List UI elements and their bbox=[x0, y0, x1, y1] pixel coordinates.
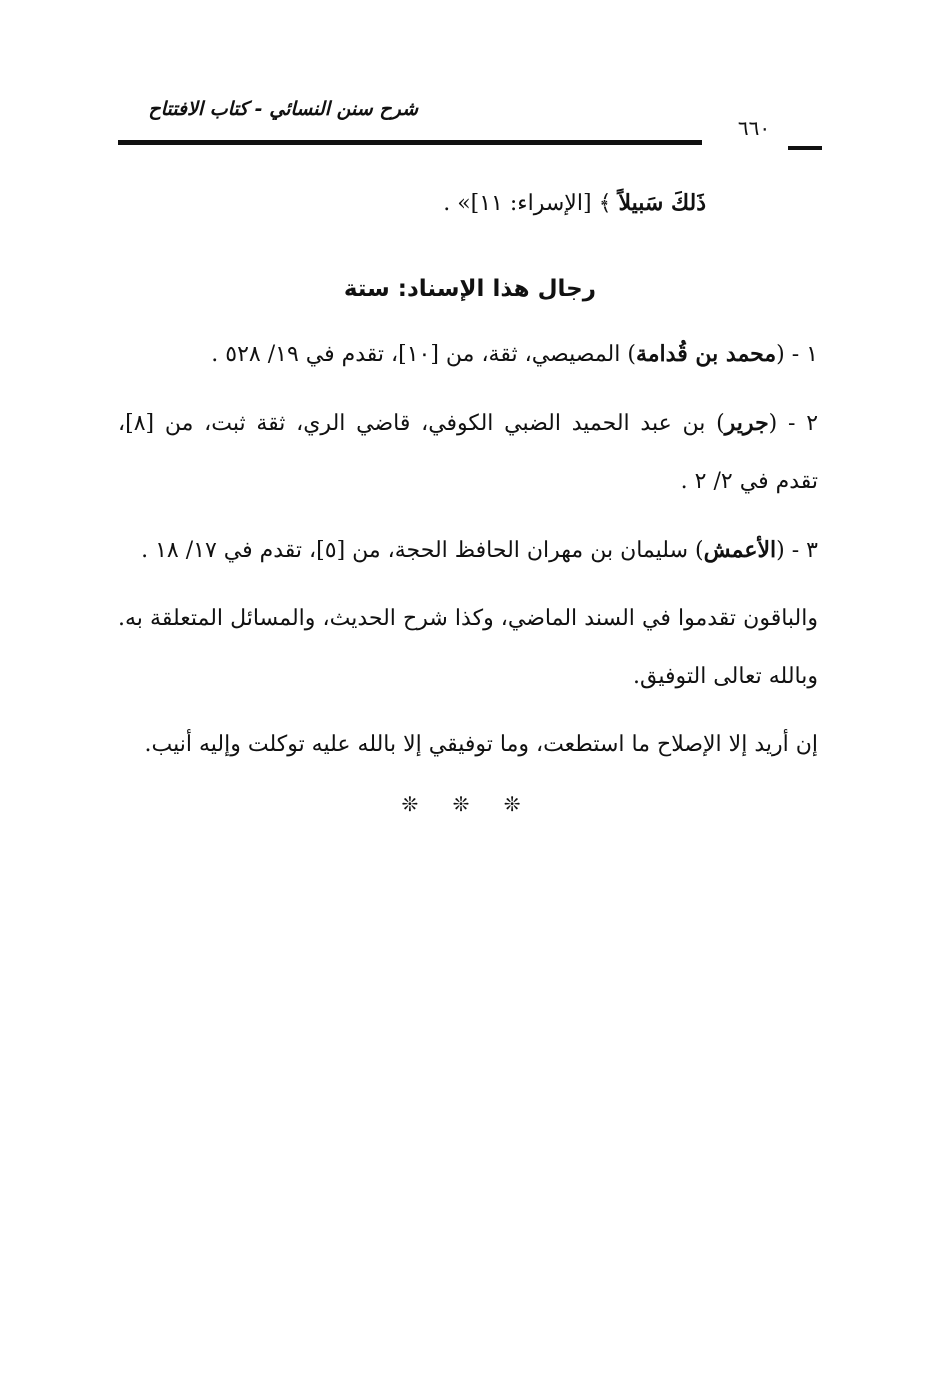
quran-quote-end bbox=[118, 180, 818, 227]
page-header bbox=[118, 96, 822, 156]
page-number-rule bbox=[788, 146, 822, 150]
narrator-entry: ٢ - (جرير) بن عبد الحميد الضبي الكوفي، قاضي الري، ثقة ثبت، من [٨]، تقدم في ٢/ ٢ . bbox=[118, 410, 819, 494]
narrator-entry: ٣ - (الأعمش) سليمان بن مهران الحافظ الحجة، من [٥]، تقدم في ١٧/ ١٨ . bbox=[141, 537, 818, 563]
closing-bracket: ﴾ bbox=[598, 191, 612, 216]
section-heading: رجال هذا الإسناد: ستة bbox=[343, 276, 596, 302]
narrator-name: جرير bbox=[724, 410, 769, 436]
narrator-description: بن عبد الحميد الضبي الكوفي، قاضي الري، ثقة ثبت، من [٨]، تقدم في ٢/ ٢ . bbox=[118, 411, 818, 494]
narrator-description: سليمان بن مهران الحافظ الحجة، من [٥]، تقدم في ١٧/ ١٨ . bbox=[141, 538, 689, 563]
page-number: ٦٦٠ bbox=[737, 116, 771, 140]
narrator-entry: ١ - (محمد بن قُدامة) المصيصي، ثقة، من [١٠]، تقدم في ١٩/ ٥٢٨ . bbox=[211, 341, 818, 367]
verse-citation: [الإسراء: ١١]» . bbox=[443, 191, 592, 216]
narrator-description: المصيصي، ثقة، من [١٠]، تقدم في ١٩/ ٥٢٨ . bbox=[211, 342, 621, 367]
entry-number: ٢ bbox=[806, 411, 819, 436]
entry-number: ٣ bbox=[806, 538, 818, 563]
verse-end: ذَلكَ سَبيلاً bbox=[618, 190, 706, 216]
remaining-narrators-paragraph: والباقون تقدموا في السند الماضي، وكذا شرح الحديث، والمسائل المتعلقة به. وبالله تعالى التوفيق. bbox=[118, 606, 818, 689]
header-rule bbox=[118, 140, 702, 145]
narrator-name: الأعمش bbox=[703, 537, 777, 563]
closing-paragraph: إن أريد إلا الإصلاح ما استطعت، وما توفيقي إلا بالله عليه توكلت وإليه أنيب. bbox=[144, 732, 818, 757]
narrator-name: محمد بن قُدامة bbox=[635, 341, 777, 367]
entry-number: ١ bbox=[806, 342, 818, 367]
page-body bbox=[118, 180, 818, 824]
section-separator: ❊ ❊ ❊ bbox=[401, 792, 535, 816]
running-title: شرح سنن النسائي - كتاب الافتتاح bbox=[148, 98, 418, 120]
